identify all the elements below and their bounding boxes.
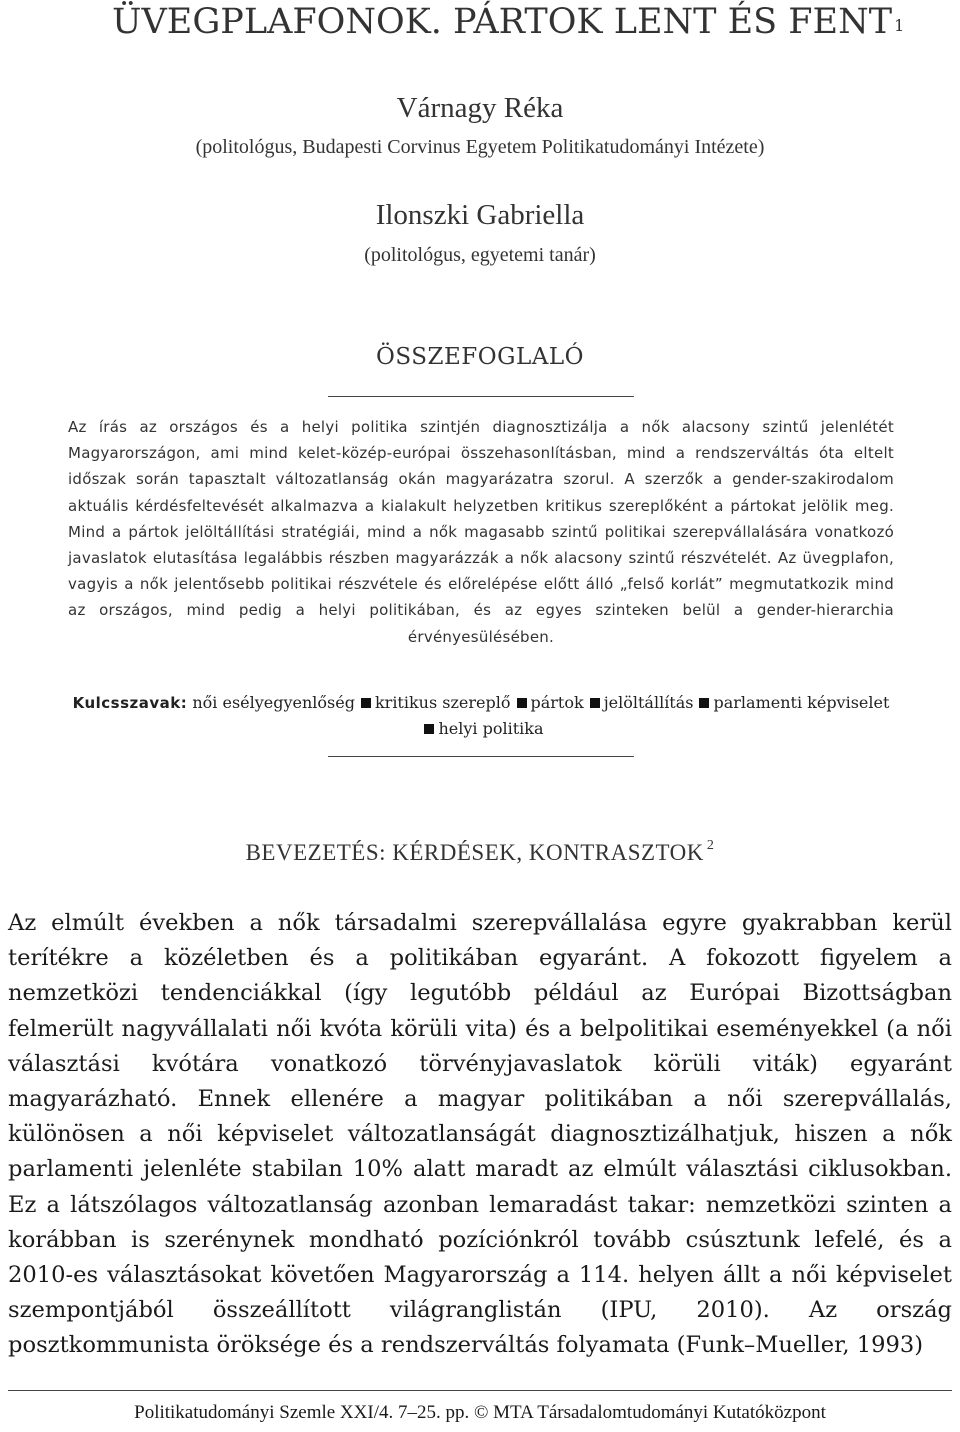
- article-title-text: ÜVEGPLAFONOK. PÁRTOK LENT ÉS FENT: [112, 2, 893, 42]
- summary-heading: ÖSSZEFOGLALÓ: [376, 344, 584, 370]
- article-title: [112, 0, 905, 44]
- keyword: jelöltállítás: [603, 693, 694, 712]
- body-paragraph: Az elmúlt években a nők társadalmi szerepvállalása egyre gyakrabban kerül terítékre a közéletben és a politikában egyaránt. A fokozott figyelem a nemzetközi tendenciákkal (így legutóbb például az Európai Bizottságban felmerült nagyvállalati női kvóta körüli vita) és a belpolitikai eseményekkel (a női választási kvótára vonatkozó törvényjavaslatok körüli viták) egyaránt magyarázható. Ennek ellenére a magyar politikában a női szerepvállalás, különösen a női képviselet változatlanságát diagnosztizálhatjuk, hiszen a nők parlamenti jelenléte stabilan 10% alatt maradt az elmúlt választási ciklusokban. Ez a látszólagos változatlanság azonban lemaradást takar: nemzetközi szinten a korábban is szerénynek mondható pozíciónkról tovább csúsztunk lefelé, és a 2010-es választásokat követően Magyarország a 114. helyen állt a női képviselet szempontjából összeállított világranglistán (IPU, 2010). Az ország posztkommunista öröksége és a rendszerváltás folyamata (Funk–Mueller, 1993): [8, 910, 952, 1359]
- keyword: helyi politika: [438, 719, 544, 738]
- abstract-text: Az írás az országos és a helyi politika szintjén diagnosztizálja a nők alacsony szintű jelenlétét Magyarországon, ami mind kelet-közép-európai összehasonlításban, mind a rendszerváltás óta eltelt időszak során tapasztalt változatlanság okán magyarázatra szorul. A szerzők a gender-szakirodalom aktuális kérdésfeltevését alkalmazva a kialakult helyzetben kritikus szereplőként a pártokat jelölik meg. Mind a pártok jelöltállítási stratégiái, mind a nők magasabb szintű politikai szerepvállalására vonatkozó javaslatok elutasítása legalábbis részben magyarázzák a nők alacsony szintű részvételét. Az üvegplafon, vagyis a nők jelentősebb politikai részvétele és előrelépése előtt álló „felső korlát” megmutatkozik mind az országos, mind pedig a helyi politikában, és az egyes szinteken belül a gender-hierarchia érvényesülésében.: [68, 418, 894, 646]
- author-name-1: Várnagy Réka: [396, 92, 564, 124]
- keyword: pártok: [530, 693, 584, 712]
- body-text: [8, 906, 952, 1364]
- square-bullet-icon: [424, 724, 434, 734]
- author-affiliation-2: (politológus, egyetemi tanár): [364, 244, 596, 266]
- author-name-2: Ilonszki Gabriella: [375, 199, 585, 231]
- square-bullet-icon: [361, 698, 371, 708]
- abstract: [68, 414, 894, 650]
- divider-rule: [328, 396, 634, 397]
- section-footnote-marker[interactable]: 2: [706, 838, 715, 853]
- title-footnote-marker[interactable]: 1: [894, 16, 905, 35]
- square-bullet-icon: [699, 698, 709, 708]
- section-heading-text: BEVEZETÉS: KÉRDÉSEK, KONTRASZTOK: [245, 840, 704, 865]
- section-heading: [0, 840, 960, 866]
- keyword: parlamenti képviselet: [713, 693, 890, 712]
- keyword: női esélyegyenlőség: [192, 693, 355, 712]
- square-bullet-icon: [590, 698, 600, 708]
- footer-citation: Politikatudományi Szemle XXI/4. 7–25. pp. © MTA Társadalomtudományi Kutatóközpont: [134, 1402, 826, 1423]
- keywords-label: Kulcsszavak:: [72, 694, 188, 712]
- footer-rule: [8, 1390, 952, 1391]
- divider-rule: [328, 756, 634, 757]
- author-affiliation-1: (politológus, Budapesti Corvinus Egyetem Politikatudományi Intézete): [195, 136, 765, 158]
- keywords-line: [68, 690, 894, 742]
- keyword: kritikus szereplő: [374, 693, 511, 712]
- square-bullet-icon: [517, 698, 527, 708]
